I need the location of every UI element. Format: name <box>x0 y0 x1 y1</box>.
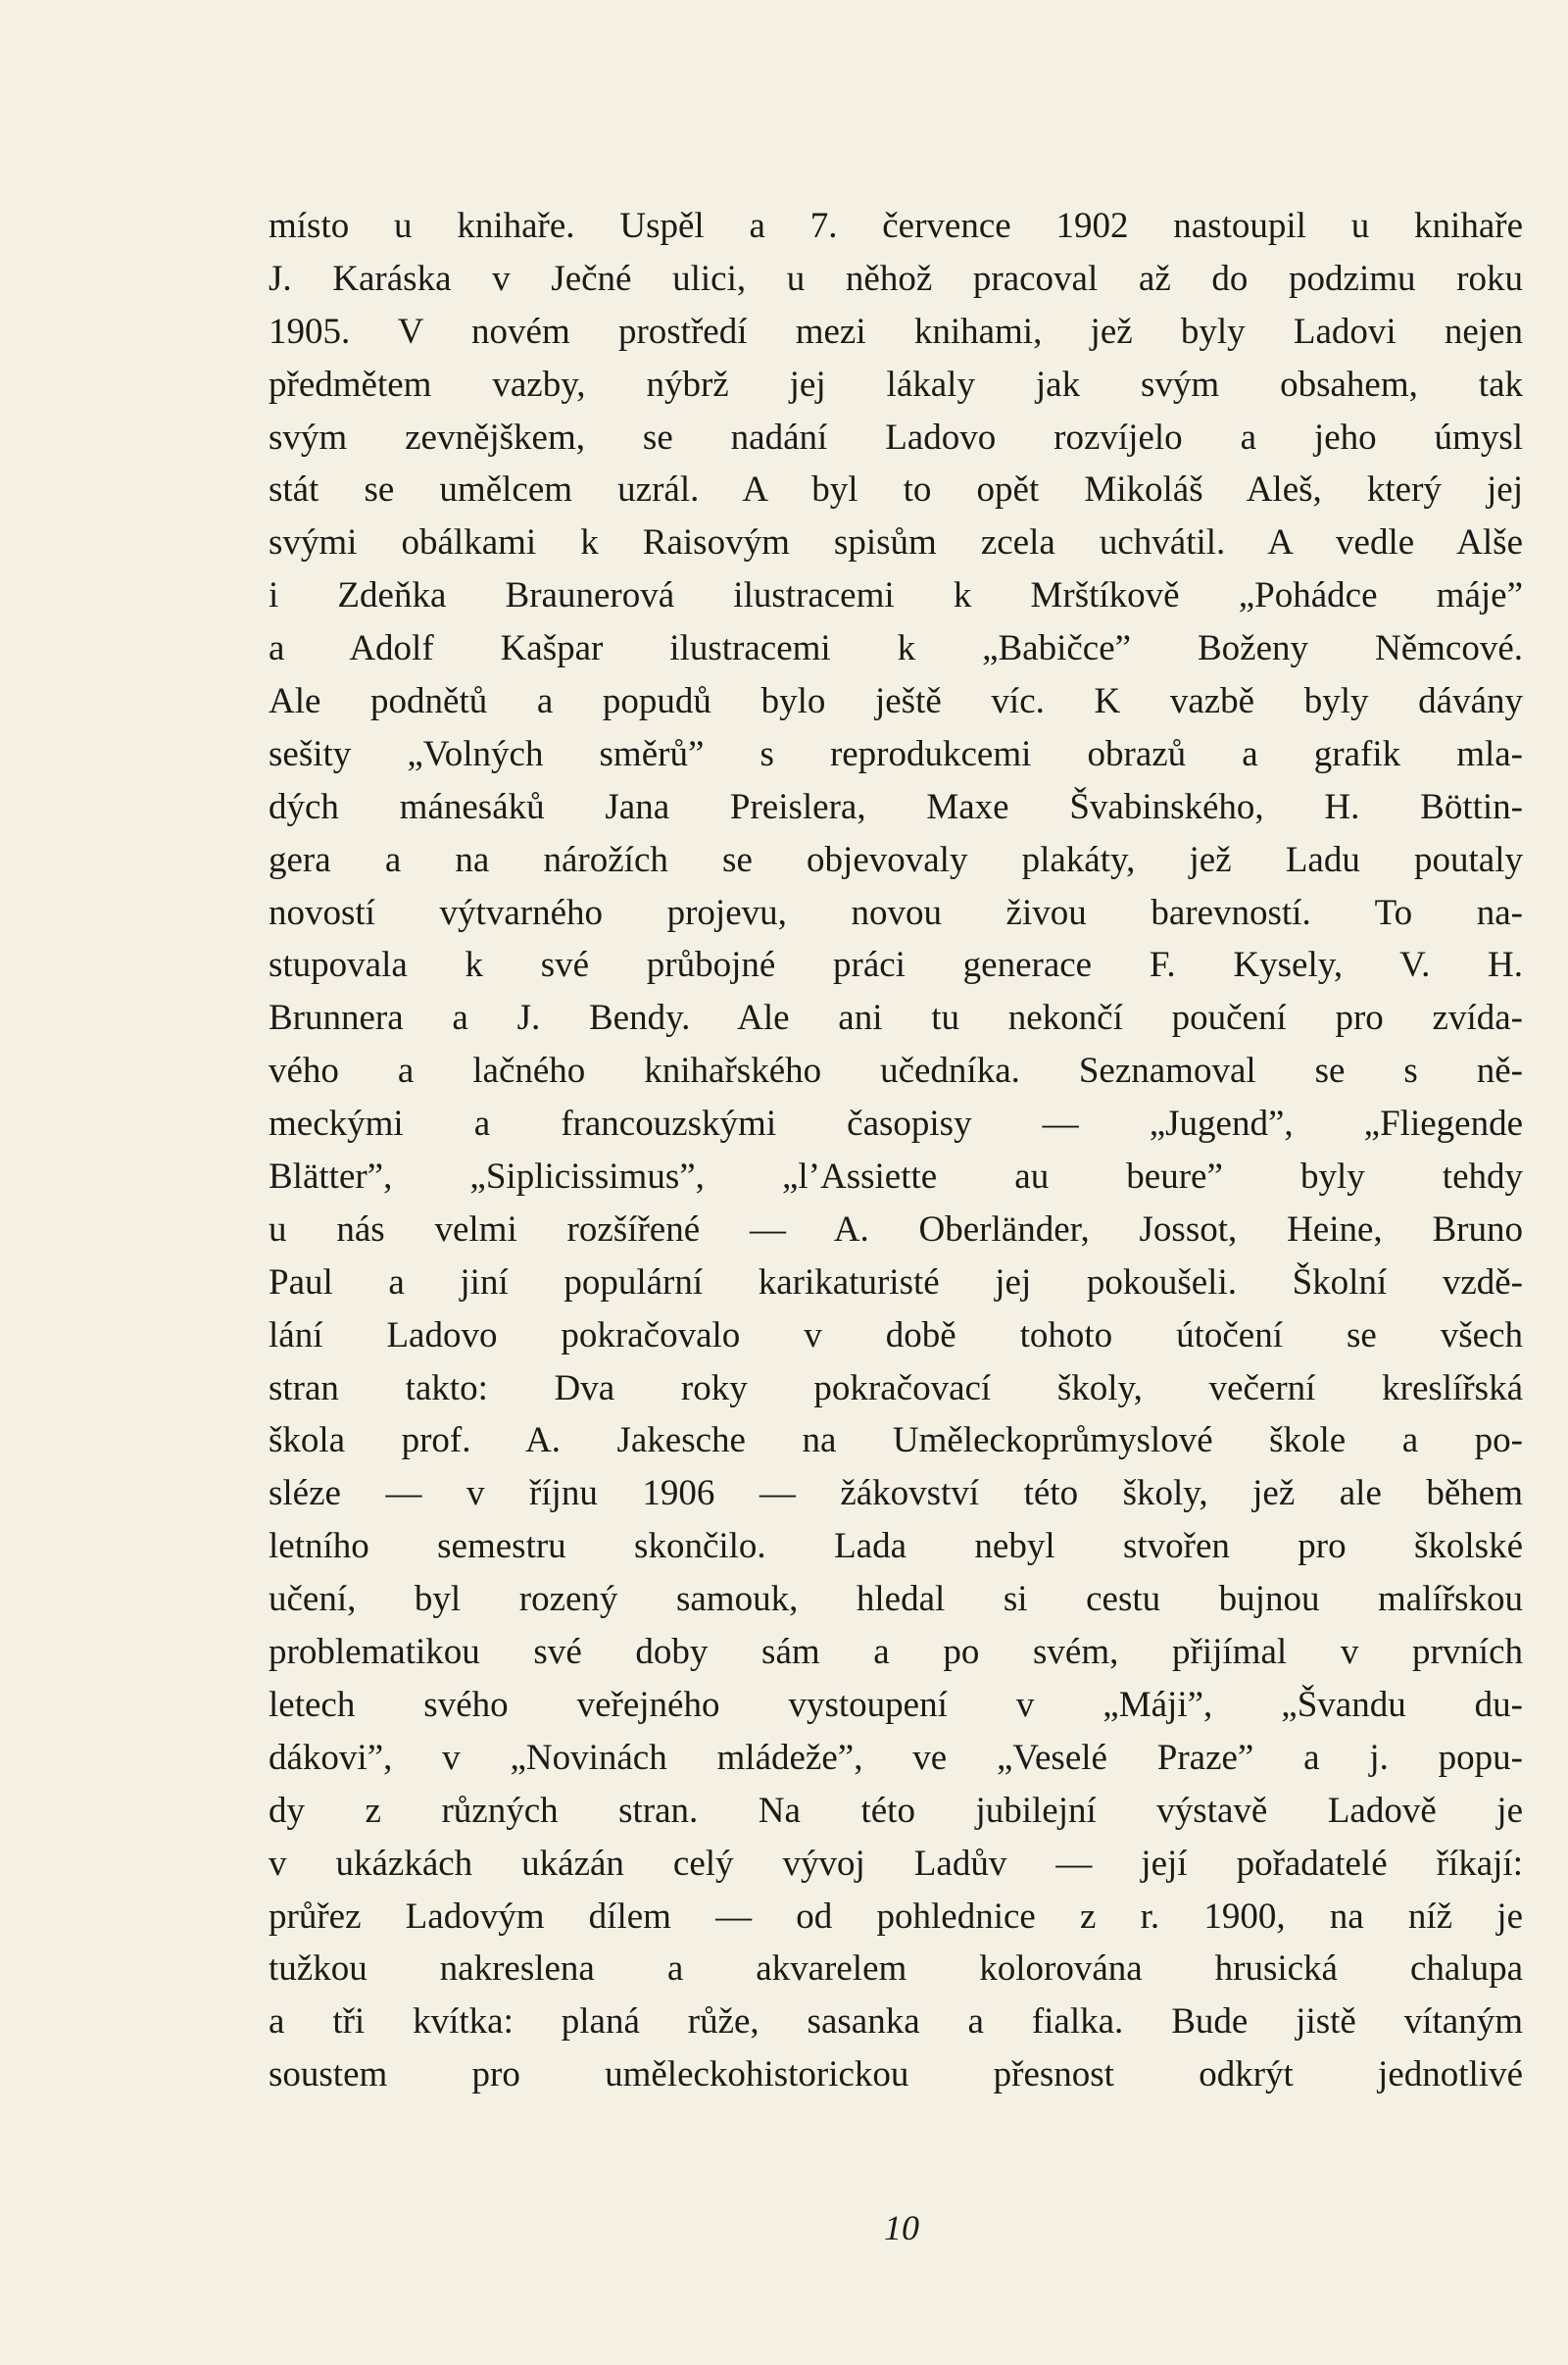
text-line: meckými a francouzskými časopisy — „Jugend”, „Fliegende <box>269 1104 1523 1145</box>
text-line: letech svého veřejného vystoupení v „Máji”, „Švandu du- <box>269 1684 1523 1725</box>
text-line: předmětem vazby, nýbrž jej lákaly jak svým obsahem, tak <box>269 364 1523 405</box>
text-line: sléze — v říjnu 1906 — žákovství této školy, jež ale během <box>269 1473 1523 1514</box>
text-line: sešity „Volných směrů” s reprodukcemi obrazů a grafik mla- <box>269 733 1523 774</box>
text-line: svým zevnějškem, se nadání Ladovo rozvíjelo a jeho úmysl <box>269 417 1523 458</box>
body-text <box>269 200 1523 2101</box>
text-line: a Adolf Kašpar ilustracemi k „Babičce” Boženy Němcové. <box>269 628 1523 669</box>
text-line: v ukázkách ukázán celý vývoj Ladův — její pořadatelé říkají: <box>269 1843 1523 1884</box>
text-line: průřez Ladovým dílem — od pohlednice z r. 1900, na níž je <box>269 1896 1523 1937</box>
text-line: i Zdeňka Braunerová ilustracemi k Mrštíkově „Pohádce máje” <box>269 575 1523 616</box>
text-line: Blätter”, „Siplicissimus”, „l’Assiette au beure” byly tehdy <box>269 1157 1523 1198</box>
text-line: gera a na nárožích se objevovaly plakáty, jež Ladu poutaly <box>269 839 1523 880</box>
text-line: dákovi”, v „Novinách mládeže”, ve „Veselé Praze” a j. popu- <box>269 1737 1523 1778</box>
page-number: 10 <box>884 2208 919 2247</box>
text-line: stran takto: Dva roky pokračovací školy, večerní kreslířská <box>269 1367 1523 1408</box>
text-line: novostí výtvarného projevu, novou živou barevností. To na- <box>269 892 1523 933</box>
text-line: Ale podnětů a popudů bylo ještě víc. K vazbě byly dávány <box>269 681 1523 722</box>
text-line: problematikou své doby sám a po svém, přijímal v prvních <box>269 1632 1523 1673</box>
text-line: stupovala k své průbojné práci generace F. Kysely, V. H. <box>269 945 1523 986</box>
text-line: svými obálkami k Raisovým spisům zcela uchvátil. A vedle Alše <box>269 522 1523 564</box>
text-line: vého a lačného knihařského učedníka. Seznamoval se s ně- <box>269 1051 1523 1092</box>
text-line: u nás velmi rozšířené — A. Oberländer, Jossot, Heine, Bruno <box>269 1208 1523 1250</box>
text-line: J. Karáska v Ječné ulici, u něhož pracoval až do podzimu roku <box>269 258 1523 299</box>
text-line: Brunnera a J. Bendy. Ale ani tu nekončí poučení pro zvída- <box>269 998 1523 1039</box>
text-line: stát se umělcem uzrál. A byl to opět Mikoláš Aleš, který jej <box>269 469 1523 511</box>
text-line: Paul a jiní populární karikaturisté jej pokoušeli. Školní vzdě- <box>269 1261 1523 1303</box>
text-line: dých mánesáků Jana Preislera, Maxe Švabinského, H. Böttin- <box>269 786 1523 827</box>
text-line: dy z různých stran. Na této jubilejní výstavě Ladově je <box>269 1790 1523 1831</box>
text-line: učení, byl rozený samouk, hledal si cestu bujnou malířskou <box>269 1579 1523 1620</box>
text-line: škola prof. A. Jakesche na Uměleckoprůmyslové škole a po- <box>269 1420 1523 1461</box>
text-line: místo u knihaře. Uspěl a 7. července 1902 nastoupil u knihaře <box>269 206 1523 246</box>
text-line: a tři kvítka: planá růže, sasanka a fialka. Bude jistě vítaným <box>269 2001 1523 2043</box>
text-line: letního semestru skončilo. Lada nebyl stvořen pro školské <box>269 1526 1523 1567</box>
text-line: 1905. V novém prostředí mezi knihami, jež byly Ladovi nejen <box>269 311 1523 352</box>
text-line: tužkou nakreslena a akvarelem kolorována hrusická chalupa <box>269 1948 1523 1990</box>
text-line: lání Ladovo pokračovalo v době tohoto útočení se všech <box>269 1314 1523 1355</box>
text-line: soustem pro uměleckohistorickou přesnost odkrýt jednotlivé <box>269 2054 1523 2095</box>
